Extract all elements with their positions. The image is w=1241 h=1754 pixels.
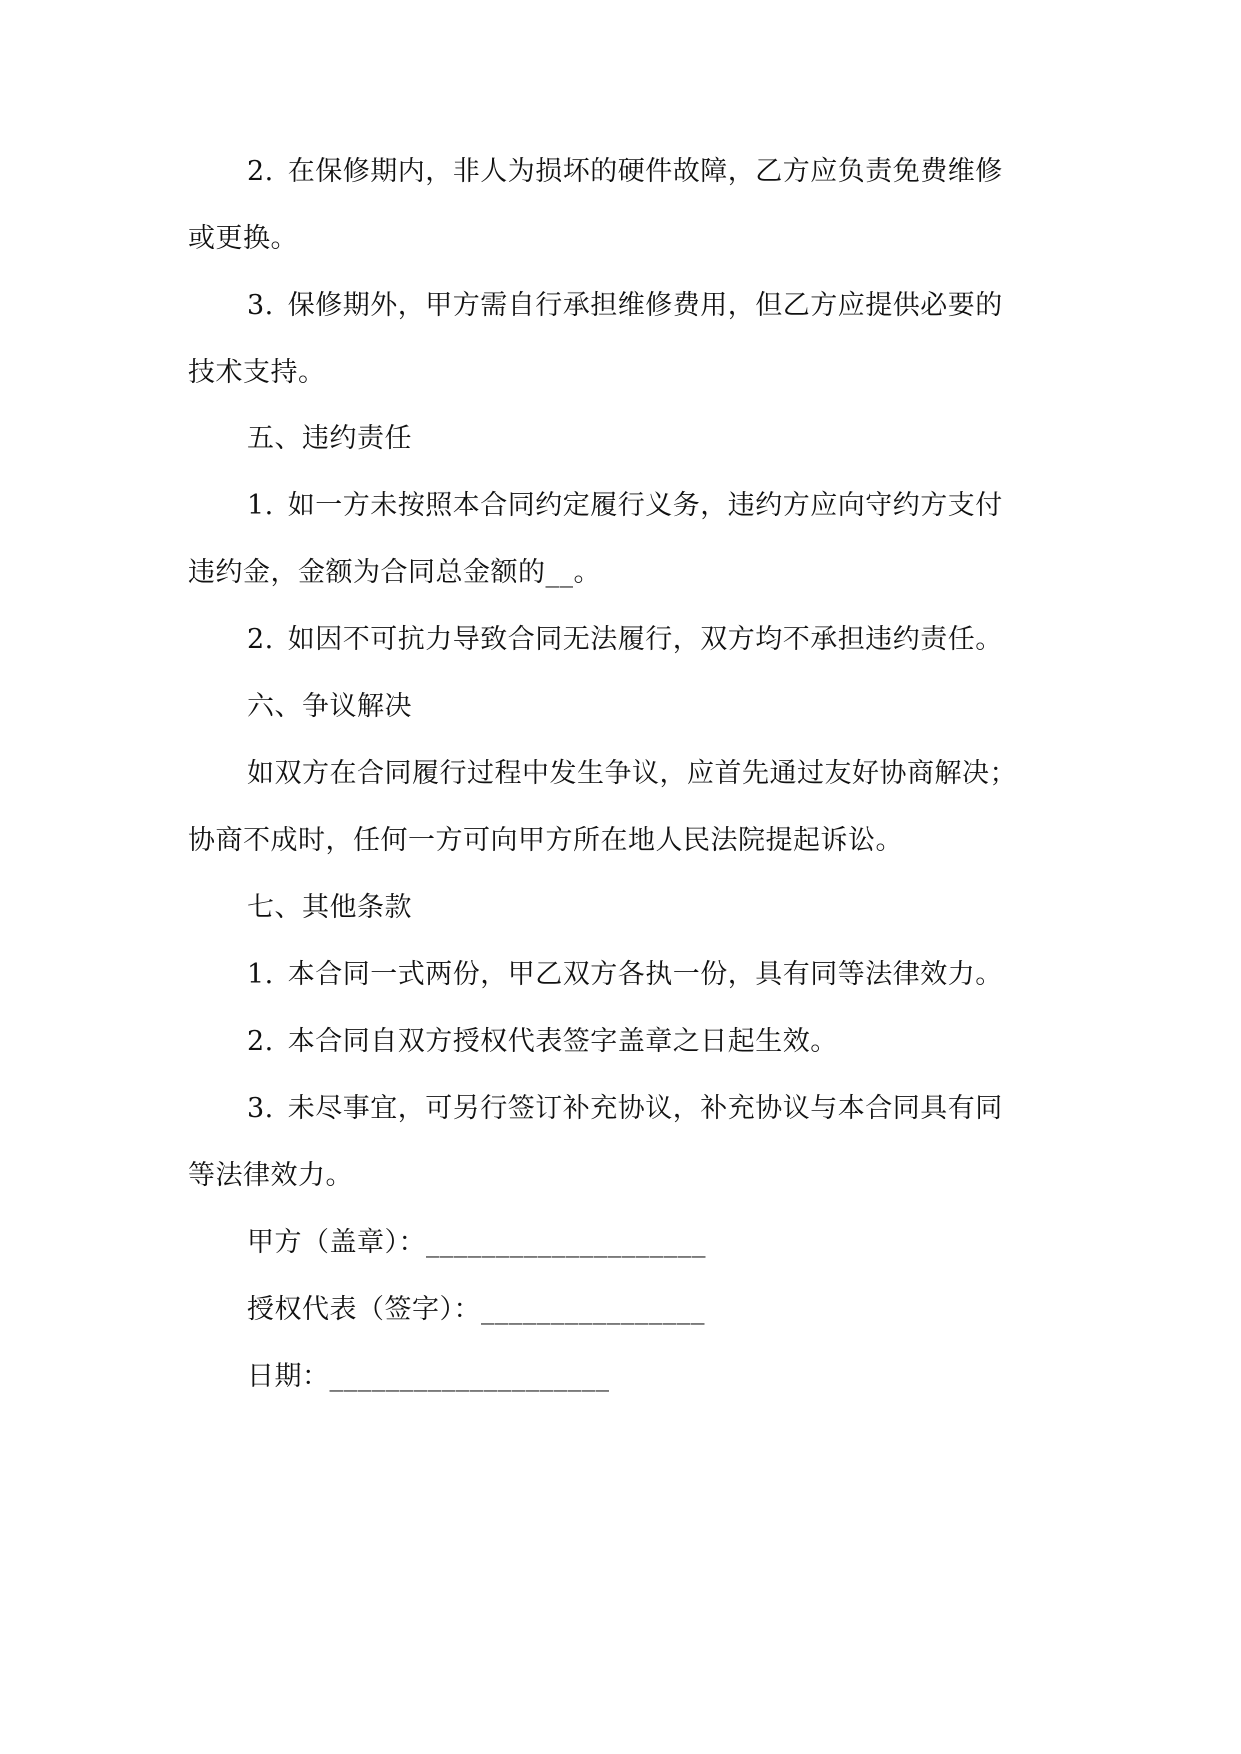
clause-number: 2.	[247, 1026, 274, 1057]
section-heading-7: 七、其他条款	[247, 892, 412, 923]
clause-4-2-continuation: 或更换。	[188, 223, 298, 254]
clause-5-1	[247, 486, 1003, 526]
clause-text: 在保修期内，非人为损坏的硬件故障，乙方应负责免费维修	[287, 156, 1003, 187]
clause-7-1	[247, 955, 1003, 995]
clause-text: 本合同自双方授权代表签字盖章之日起生效。	[287, 1026, 838, 1057]
clause-text: 如一方未按照本合同约定履行义务，违约方应向守约方支付	[287, 490, 1003, 521]
dispute-paragraph-continuation: 协商不成时，任何一方可向甲方所在地人民法院提起诉讼。	[188, 825, 903, 856]
date-line: 日期：____________________	[247, 1361, 610, 1392]
clause-4-2	[247, 152, 1003, 192]
clause-4-3-continuation: 技术支持。	[188, 357, 326, 388]
clause-4-3	[247, 286, 1003, 326]
dispute-paragraph: 如双方在合同履行过程中发生争议，应首先通过友好协商解决；	[247, 758, 1017, 789]
clause-text: 未尽事宜，可另行签订补充协议，补充协议与本合同具有同	[287, 1093, 1003, 1124]
section-heading-6: 六、争议解决	[247, 691, 412, 722]
clause-7-3-continuation: 等法律效力。	[188, 1160, 353, 1191]
clause-text: 如因不可抗力导致合同无法履行，双方均不承担违约责任。	[287, 624, 1003, 655]
clause-5-1-continuation: 违约金，金额为合同总金额的__。	[188, 557, 601, 588]
party-a-seal-line: 甲方（盖章）：____________________	[247, 1227, 706, 1258]
clause-text: 保修期外，甲方需自行承担维修费用，但乙方应提供必要的	[287, 290, 1003, 321]
clause-7-3	[247, 1089, 1003, 1129]
clause-text: 本合同一式两份，甲乙双方各执一份，具有同等法律效力。	[287, 959, 1003, 990]
clause-number: 2.	[247, 156, 274, 187]
clause-number: 1.	[247, 959, 274, 990]
clause-5-2	[247, 620, 1003, 660]
clause-number: 3.	[247, 290, 274, 321]
clause-number: 2.	[247, 624, 274, 655]
clause-number: 1.	[247, 490, 274, 521]
authorized-rep-signature-line: 授权代表（签字）：________________	[247, 1294, 705, 1325]
section-heading-5: 五、违约责任	[247, 423, 412, 454]
clause-7-2	[247, 1022, 838, 1062]
clause-number: 3.	[247, 1093, 274, 1124]
